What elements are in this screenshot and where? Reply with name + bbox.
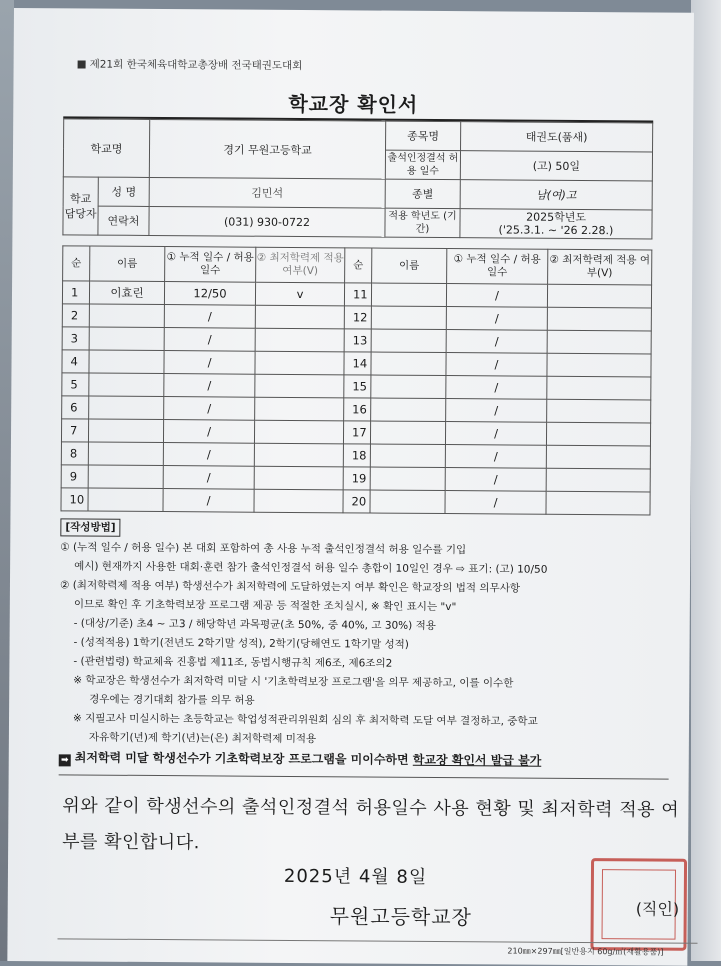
row-name [88,488,163,512]
col-min-right: ② 최저학력제 적용 여부(V) [548,249,652,285]
warning-line [59,748,542,769]
arrow-box-icon: ➡ [59,754,71,766]
row-name [371,283,446,307]
row-name [370,444,445,468]
row-days: / [446,399,547,423]
row-days: / [163,466,254,490]
col-days-right: ① 누적 일수 / 허용 일수 [447,249,548,285]
name-label: 성 명 [98,177,149,206]
row-min [254,466,343,490]
row-min [254,489,343,513]
row-days: / [445,422,546,446]
row-name [89,373,164,397]
row-name [371,375,446,399]
row-min [547,376,651,400]
row-days: / [446,376,547,400]
document-paper [7,8,694,966]
row-min [546,491,650,515]
gender-label: 종별 [385,179,460,209]
row-min [254,443,343,467]
row-days: / [163,443,254,467]
paper-spec: 210㎜×297㎜[일반용지 60g/㎡(재활용품)] [507,946,664,957]
row-name [89,396,164,420]
document-header [78,56,303,73]
row-min [547,399,651,423]
row-name [371,352,446,376]
note-line-4: 이므로 확인 후 기초학력보장 프로그램 제공 등 적절한 조치실시, ※ 확인 표시는 "v" [73,598,457,614]
allowed-label: 출석인정결석 허용 일수 [385,150,460,180]
row-no: 4 [62,350,89,373]
student-table-header [63,246,652,285]
row-min: v [255,282,344,306]
row-no: 10 [61,488,88,511]
row-no: 20 [343,490,370,513]
row-days: / [446,307,547,331]
info-table [62,118,653,239]
student-table-body [61,281,652,515]
row-name [370,467,445,491]
row-days: / [163,489,254,513]
confirmation-text: 위와 같이 학생선수의 출석인정결석 허용일수 사용 현황 및 최저학력 적용 여부를 확인합니다. [62,795,680,854]
warning-emphasis: 학교장 확인서 발급 불가 [412,752,542,768]
row-days: / [163,420,254,444]
row-no: 9 [61,465,88,488]
row-no: 19 [343,467,370,490]
row-no: 5 [62,373,89,396]
year-value: 2025학년도 [526,210,587,224]
school-head: 무원고등학교장 [329,904,472,930]
col-no-left: 순 [63,246,90,281]
col-min-left: ② 최저학력제 적용 여부(V) [256,247,345,283]
row-name [89,350,164,374]
row-name [371,398,446,422]
row-no: 13 [344,329,371,352]
row-days: / [164,305,255,329]
row-no: 16 [344,398,371,421]
row-name [88,442,163,466]
note-line-7: - (관련법령) 학교체육 진흥법 제11조, 동법시행규칙 제6조, 제6조의2 [73,655,393,670]
col-name-left: 이름 [90,246,165,282]
document-title: 학교장 확인서 [288,91,419,117]
row-days: / [164,374,255,398]
row-name [371,329,446,353]
note-line-3: ② (최저학력제 적용 여부) 학생선수가 최저학력에 도달하였는지 여부 확인은 학교장의 법적 의무사항 [59,579,521,595]
note-line-2: 예시) 현재까지 사용한 대회·훈련 참가 출석인정결석 허용 일수 총합이 10일인 경우 ⇨ 표기: (고) 10/50 [74,560,548,576]
contact-label: 연락처 [98,206,149,235]
row-days: / [164,351,255,375]
row-min [547,330,651,354]
event-label: 종목명 [386,121,461,151]
row-min [254,420,343,444]
col-days-left: ① 누적 일수 / 허용 일수 [165,247,256,283]
note-line-10: ※ 지필고사 미실시하는 초등학교는 학업성적관리위원회 심의 후 최저학력 도달 여부 결정하고, 중학교 [72,712,538,728]
row-min [546,468,650,492]
row-min [547,353,651,377]
warning-text: 최저학력 미달 학생선수가 기초학력보장 프로그램을 미이수하면 [74,750,409,767]
col-no-right: 순 [345,248,372,283]
note-line-9: 경우에는 경기대회 참가를 의무 허용 [89,693,255,707]
note-line-1: ① (누적 일수 / 허용 일수) 본 대회 포함하여 총 사용 누적 출석인정결석 허용 일수를 기입 [60,541,467,557]
year-label: 적용 학년도 (기간) [385,208,460,238]
row-min [547,284,651,308]
table-row [61,488,650,515]
col-name-right: 이름 [372,248,447,284]
row-min [255,397,344,421]
school-value: 경기 무원고등학교 [149,119,385,179]
seal-label: (직인) [635,899,680,919]
row-no: 6 [62,396,89,419]
row-no: 14 [344,352,371,375]
row-days: / [164,328,255,352]
row-no: 12 [344,306,371,329]
row-min [255,374,344,398]
note-line-6: - (성적적용) 1학기(전년도 2학기말 성적), 2학기(당해연도 1학기말 성적) [73,636,409,651]
manager-label: 학교 담당자 [63,177,98,235]
row-min [547,307,651,331]
row-min [546,422,650,446]
contact-value: (031) 930-0722 [149,206,385,237]
row-name [370,490,445,514]
row-no: 17 [343,421,370,444]
row-days: / [446,353,547,377]
row-min [546,445,650,469]
row-no: 11 [344,283,371,306]
instructions-label: [작성방법] [60,518,120,536]
header-text: 제21회 한국체육대학교총장배 전국태권도대회 [89,58,303,73]
row-days: / [446,330,547,354]
event-value: 태권도(품새) [461,122,653,152]
row-days: / [445,468,546,492]
school-label: 학교명 [63,119,149,178]
row-days: / [445,445,546,469]
row-name [88,419,163,443]
year-period: ('25.3.1. ~ '26 2.28.) [498,223,614,238]
square-bullet-icon [78,60,86,68]
row-name [89,327,164,351]
student-table [60,245,652,515]
row-name [89,304,164,328]
gender-value: 남(여)고 [460,180,652,210]
row-min [255,351,344,375]
issue-date: 2025년 4월 8일 [283,865,428,888]
row-name [370,421,445,445]
row-no: 1 [62,281,89,304]
background-right [691,0,721,961]
row-days: / [446,284,547,308]
note-line-5: - (대상/기준) 초4 ~ 고3 / 해당학년 과목평균(초 50%, 중 40%, 고 30%) 적용 [73,617,436,632]
row-name [88,465,163,489]
row-no: 7 [61,419,88,442]
name-value: 김민석 [149,177,385,208]
row-min [255,305,344,329]
row-no: 2 [62,304,89,327]
row-name [371,306,446,330]
row-no: 8 [61,442,88,465]
row-name: 이효린 [89,281,164,305]
row-no: 3 [62,327,89,350]
row-days: / [164,397,255,421]
instructions [59,518,661,751]
row-days: / [445,491,546,515]
row-days: 12/50 [164,282,255,306]
year-cell [460,209,652,239]
note-line-8: ※ 학교장은 학생선수가 최저학력 미달 시 '기초학력보장 프로그램'을 의무 제공하고, 이를 이수한 [73,674,514,690]
row-no: 18 [343,444,370,467]
row-min [255,328,344,352]
bottom-rule [59,774,669,779]
row-no: 15 [344,375,371,398]
allowed-value: (고) 50일 [460,151,652,181]
note-line-11: 자유학기(년)제 학기(년)는(은) 최저학력제 미적용 [88,731,317,746]
